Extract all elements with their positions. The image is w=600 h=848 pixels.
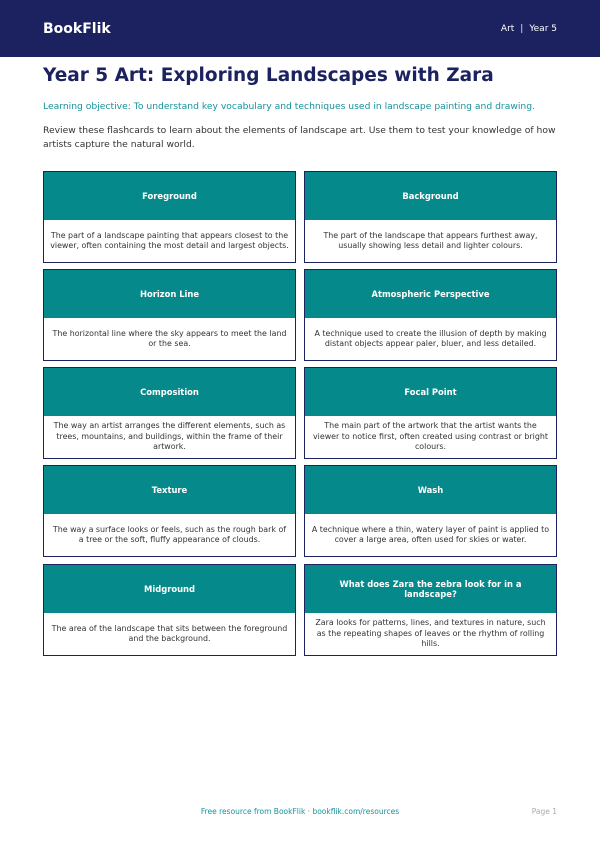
brand-logo-text[interactable]: BookFlik [43,20,111,37]
flashcard-definition: Zara looks for patterns, lines, and textures in nature, such as the repeating shapes of leaves or the rhythm of rolling hills. [315,618,546,649]
breadcrumb [501,24,557,34]
flashcard-definition: The main part of the artwork that the artist wants the viewer to notice first, often created using contrast or bright colours. [313,421,548,452]
page-title: Year 5 Art: Exploring Landscapes with Zara [43,65,494,86]
breadcrumb-year: Year 5 [529,23,557,34]
flashcard-definition: The horizontal line where the sky appears to meet the land or the sea. [52,328,287,348]
flashcard-definition: The part of a landscape painting that appears closest to the viewer, often containing the most detail and largest objects. [50,230,289,250]
flashcard [304,465,557,557]
flashcard-term: Focal Point [305,368,556,416]
breadcrumb-separator: | [520,23,524,34]
footer-source-link[interactable]: Free resource from BookFlik · bookflik.com/resources [200,807,400,816]
flashcard-term: Texture [44,466,295,514]
flashcard-definition: A technique used to create the illusion of depth by making distant objects appear paler, bluer, and less detailed. [314,328,547,348]
flashcard [304,171,557,263]
intro-paragraph: Review these flashcards to learn about the elements of landscape art. Use them to test your knowledge of how artists capture the natural world. [43,125,556,150]
flashcard-definition: The part of the landscape that appears furthest away, usually showing less detail and lighter colours. [323,230,538,250]
flashcard-term: What does Zara the zebra look for in a landscape? [305,565,556,613]
flashcard [43,367,296,459]
flashcard [43,171,296,263]
flashcard-definition: The way a surface looks or feels, such as the rough bark of a tree or the soft, fluffy appearance of clouds. [52,524,287,544]
flashcard-term: Background [305,172,556,220]
flashcard-definition: The way an artist arranges the different elements, such as trees, mountains, and buildings, within the frame of their artwork. [53,421,286,452]
top-header-bar [0,0,600,57]
flashcard-term: Composition [44,368,295,416]
flashcard-term: Foreground [44,172,295,220]
flashcard-definition: The area of the landscape that sits between the foreground and the background. [51,623,288,643]
flashcard [43,465,296,557]
flashcard-definition: A technique where a thin, watery layer of paint is applied to cover a large area, often used for skies or water. [311,524,550,544]
flashcard-term: Wash [305,466,556,514]
flashcard-term: Atmospheric Perspective [305,270,556,318]
page-number: Page 1 [531,807,557,816]
flashcard [304,269,557,361]
flashcard [304,564,557,656]
flashcard-term: Midground [44,565,295,613]
page-footer [0,807,600,819]
flashcard [43,564,296,656]
flashcard [43,269,296,361]
flashcard-term: Horizon Line [44,270,295,318]
breadcrumb-subject: Art [500,23,515,34]
flashcard [304,367,557,459]
learning-objective: Learning objective: To understand key vocabulary and techniques used in landscape painting and drawing. [43,101,535,112]
